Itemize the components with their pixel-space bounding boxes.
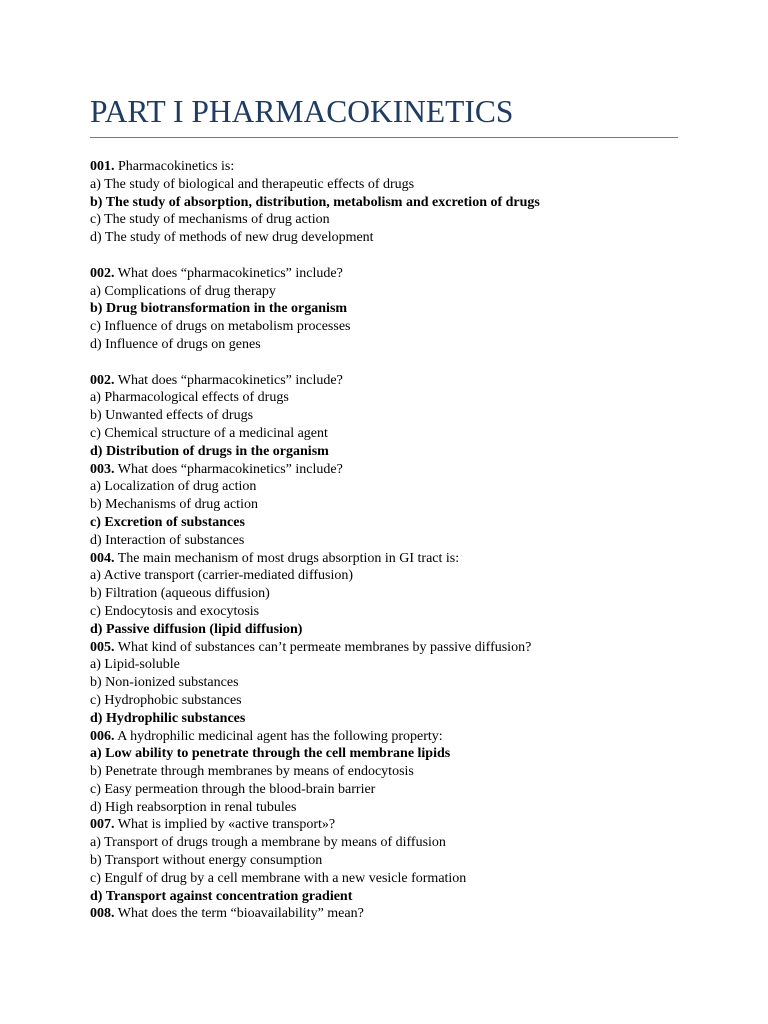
answer-option-correct: c) Excretion of substances [90,514,245,530]
answer-option: c) The study of mechanisms of drug action [90,212,330,228]
question-number: 007. [90,817,115,833]
question-list [90,158,678,923]
answer-option: d) The study of methods of new drug development [90,230,374,246]
question-block [90,265,678,354]
answer-option-correct: d) Passive diffusion (lipid diffusion) [90,621,303,637]
answer-option: b) Unwanted effects of drugs [90,408,254,424]
question-block [90,639,678,728]
answer-option: a) Pharmacological effects of drugs [90,390,289,406]
question-text: What does “pharmacokinetics” include? [117,372,343,388]
title-divider [90,137,678,138]
page-title: PART I PHARMACOKINETICS [90,94,514,129]
question-number: 004. [90,550,115,566]
question-text: Pharmacokinetics is: [118,159,235,174]
question-text: What kind of substances can’t permeate membranes by passive diffusion? [117,639,532,655]
answer-option-correct: a) Low ability to penetrate through the cell membrane lipids [90,746,451,762]
question-line [90,372,678,390]
answer-option: b) Mechanisms of drug action [90,497,258,513]
question-number: 002. [90,372,115,388]
question-line [90,461,678,479]
question-block [90,372,678,461]
question-line [90,158,678,176]
question-number: 005. [90,639,115,655]
question-line [90,728,678,746]
answer-option-correct: d) Transport against concentration gradient [90,888,353,904]
answer-option-correct: d) Hydrophilic substances [90,710,246,726]
answer-option: a) Active transport (carrier-mediated diffusion) [90,568,354,584]
answer-option: c) Endocytosis and exocytosis [90,603,260,619]
question-number: 006. [90,728,115,744]
answer-option: a) The study of biological and therapeutic effects of drugs [90,176,415,192]
question-block [90,550,678,639]
question-text: What is implied by «active transport»? [117,817,336,833]
question-text: What does “pharmacokinetics” include? [117,265,343,281]
answer-option: d) Influence of drugs on genes [90,336,261,352]
question-line [90,905,678,923]
question-block [90,816,678,905]
answer-option: b) Transport without energy consumption [90,853,323,869]
answer-option: a) Localization of drug action [90,479,257,495]
question-block [90,905,678,923]
answer-option: d) Interaction of substances [90,532,245,548]
question-line [90,265,678,283]
question-line [90,550,678,568]
answer-option: b) Filtration (aqueous diffusion) [90,586,270,602]
answer-option: a) Transport of drugs trough a membrane by means of diffusion [90,835,446,851]
answer-option: c) Chemical structure of a medicinal agent [90,425,328,441]
question-text: The main mechanism of most drugs absorption in GI tract is: [117,550,460,566]
question-number: 008. [90,906,115,922]
question-block [90,158,678,247]
question-text: What does “pharmacokinetics” include? [117,461,343,477]
answer-option-correct: d) Distribution of drugs in the organism [90,443,329,459]
question-text: A hydrophilic medicinal agent has the following property: [117,728,443,744]
answer-option: a) Complications of drug therapy [90,283,276,299]
document-page [90,92,678,923]
answer-option: b) Penetrate through membranes by means of endocytosis [90,764,414,780]
answer-option-correct: b) The study of absorption, distribution, metabolism and excretion of drugs [90,194,540,210]
answer-option-correct: b) Drug biotransformation in the organism [90,301,348,317]
question-line [90,639,678,657]
answer-option: d) High reabsorption in renal tubules [90,799,297,815]
answer-option: a) Lipid-soluble [90,657,180,673]
answer-option: c) Easy permeation through the blood-brain barrier [90,781,376,797]
answer-option: c) Hydrophobic substances [90,692,242,708]
answer-option: b) Non-ionized substances [90,675,239,691]
answer-option: c) Influence of drugs on metabolism processes [90,319,351,335]
question-block [90,728,678,817]
question-number: 002. [90,265,115,281]
question-number: 001. [90,159,115,174]
question-number: 003. [90,461,115,477]
answer-option: c) Engulf of drug by a cell membrane with a new vesicle formation [90,870,467,886]
question-text: What does the term “bioavailability” mean? [117,906,364,922]
question-block [90,461,678,550]
question-line [90,816,678,834]
